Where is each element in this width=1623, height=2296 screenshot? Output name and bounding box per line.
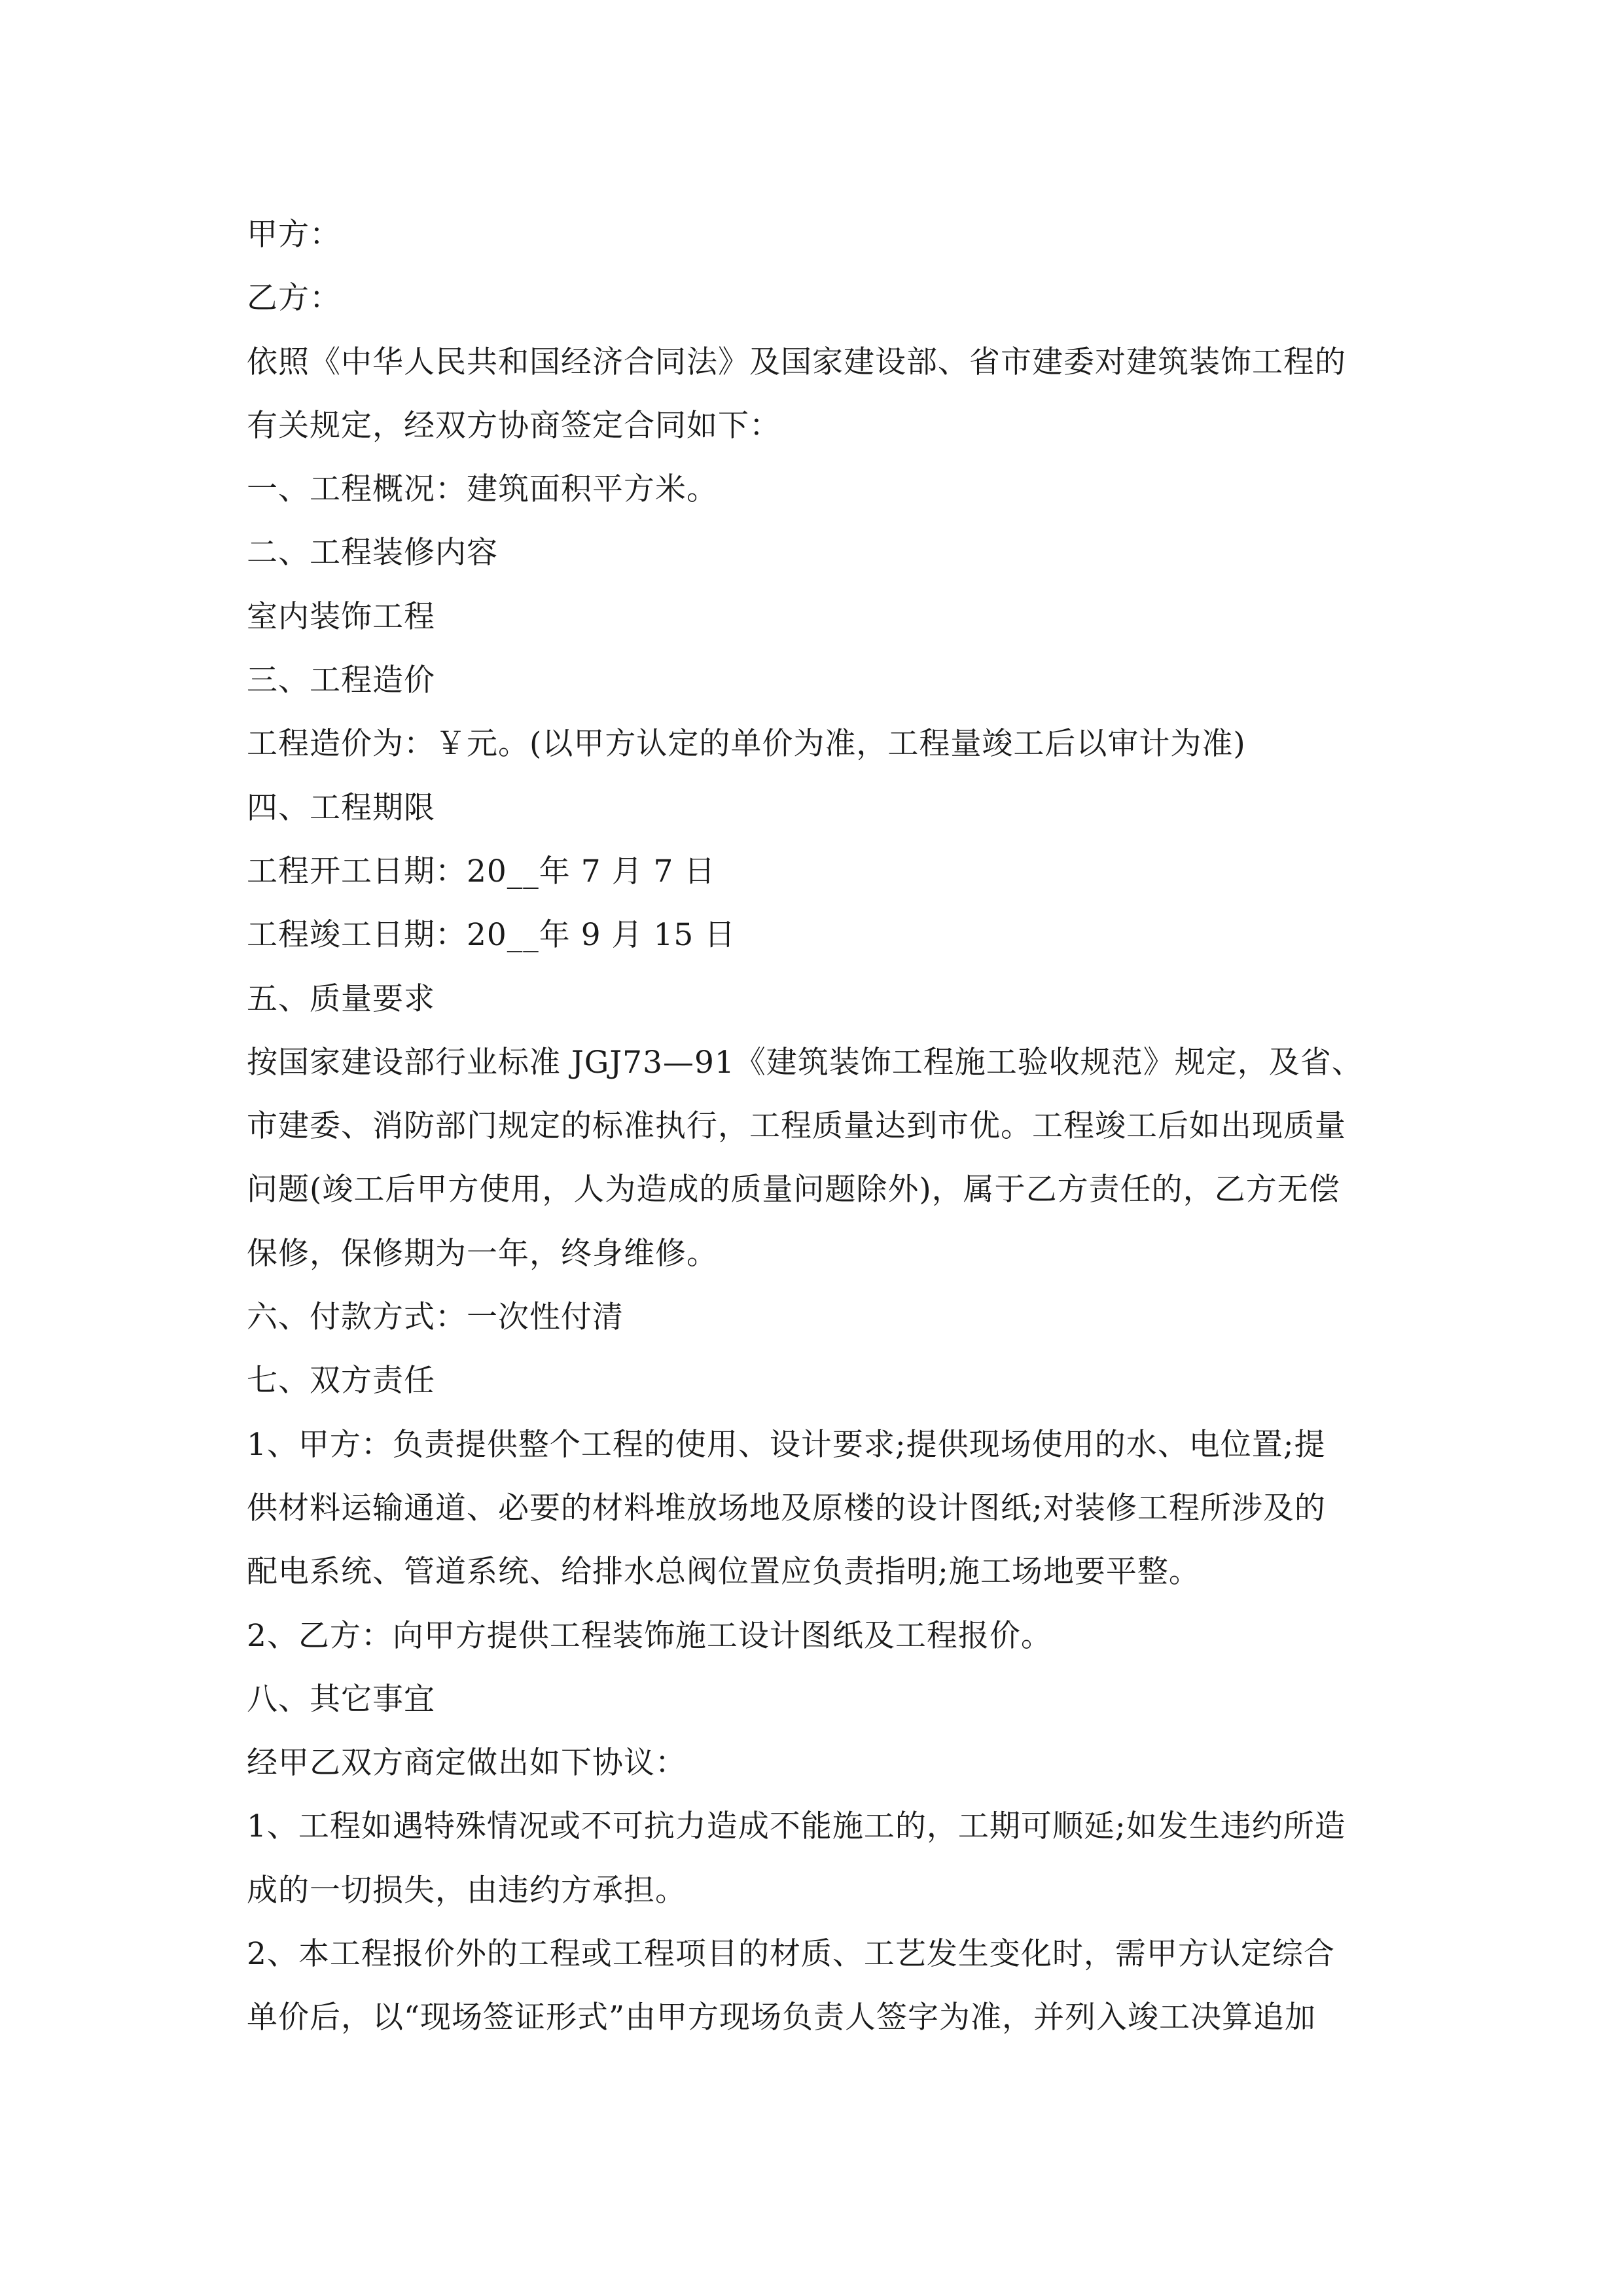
section-5-heading: 五、质量要求 xyxy=(247,980,435,1017)
section-4-heading: 四、工程期限 xyxy=(247,789,435,826)
section-5-text-2: 市建委、消防部门规定的标准执行，工程质量达到市优。工程竣工后如出现质量 xyxy=(247,1108,1346,1145)
section-7-heading: 七、双方责任 xyxy=(247,1363,435,1399)
section-3-heading: 三、工程造价 xyxy=(247,662,435,699)
section-8-text-1: 1、工程如遇特殊情况或不可抗力造成不能施工的，工期可顺延;如发生违约所造 xyxy=(247,1808,1346,1845)
section-8-intro: 经甲乙双方商定做出如下协议： xyxy=(247,1745,687,1782)
contract-body xyxy=(247,203,1389,2050)
start-date-line: 工程开工日期：20__年 7 月 7 日 xyxy=(247,853,716,889)
section-3-text: 工程造价为：￥元。(以甲方认定的单价为准，工程量竣工后以审计为准) xyxy=(247,726,1246,762)
section-2-text: 室内装饰工程 xyxy=(247,598,435,635)
party-a-line: 甲方： xyxy=(247,217,341,253)
section-5-text-1: 按国家建设部行业标准 JGJ73—91《建筑装饰工程施工验收规范》规定，及省、 xyxy=(247,1044,1363,1081)
section-7-text-3: 配电系统、管道系统、给排水总阀位置应负责指明;施工场地要平整。 xyxy=(247,1554,1200,1590)
section-8-heading: 八、其它事宜 xyxy=(247,1681,435,1717)
end-date-line: 工程竣工日期：20__年 9 月 15 日 xyxy=(247,917,736,954)
section-6-heading: 六、付款方式：一次性付清 xyxy=(247,1299,624,1336)
section-7-text-2: 供材料运输通道、必要的材料堆放场地及原楼的设计图纸;对装修工程所涉及的 xyxy=(247,1490,1326,1526)
preamble-line-1: 依照《中华人民共和国经济合同法》及国家建设部、省市建委对建筑装饰工程的 xyxy=(247,344,1346,380)
section-1-heading: 一、工程概况：建筑面积平方米。 xyxy=(247,471,718,508)
section-8-text-3: 2、本工程报价外的工程或工程项目的材质、工艺发生变化时，需甲方认定综合 xyxy=(247,1936,1335,1973)
section-8-text-4: 单价后，以“现场签证形式”由甲方现场负责人签字为准，并列入竣工决算追加 xyxy=(247,2000,1317,2036)
section-7-text-4: 2、乙方：向甲方提供工程装饰施工设计图纸及工程报价。 xyxy=(247,1617,1052,1654)
preamble-line-2: 有关规定，经双方协商签定合同如下： xyxy=(247,407,781,444)
section-5-text-4: 保修，保修期为一年，终身维修。 xyxy=(247,1235,718,1272)
section-7-text-1: 1、甲方：负责提供整个工程的使用、设计要求;提供现场使用的水、电位置;提 xyxy=(247,1426,1326,1463)
section-8-text-2: 成的一切损失，由违约方承担。 xyxy=(247,1872,687,1909)
party-b-line: 乙方： xyxy=(247,280,341,317)
section-5-text-3: 问题(竣工后甲方使用，人为造成的质量问题除外)，属于乙方责任的，乙方无偿 xyxy=(247,1172,1340,1208)
section-2-heading: 二、工程装修内容 xyxy=(247,535,498,571)
